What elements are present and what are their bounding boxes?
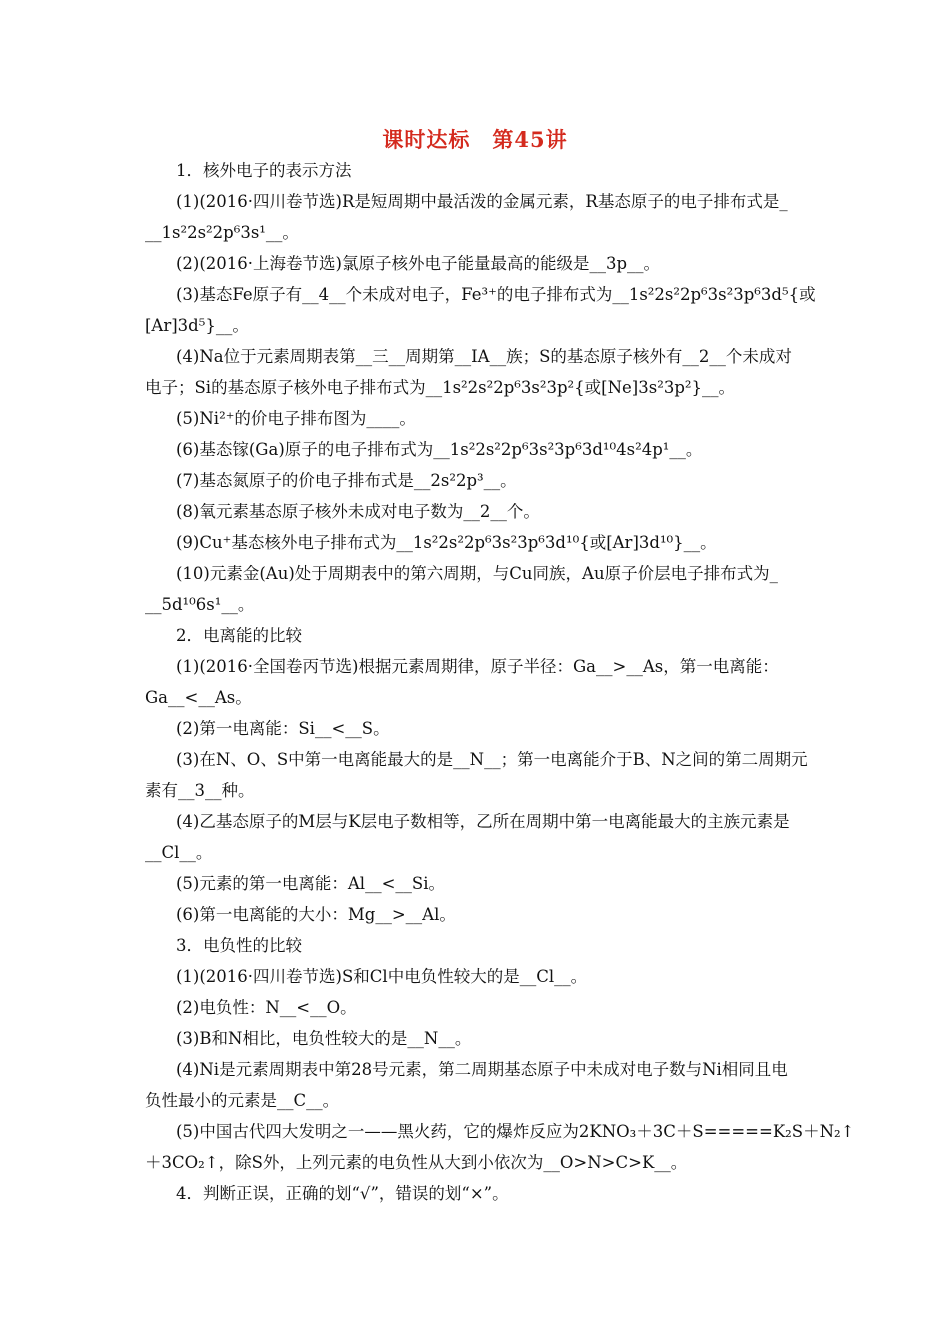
question-line: (4)Ni是元素周期表中第28号元素，第二周期基态原子中未成对电子数与Ni相同且电	[176, 1060, 788, 1079]
page-title: 课时达标 第45讲	[382, 127, 568, 152]
question-line: (1)(2016·全国卷丙节选)根据元素周期律，原子半径：Ga__>__As，第一电离能：	[176, 657, 779, 676]
question-line: [Ar]3d⁵}__。	[145, 316, 249, 335]
question-line: (5)元素的第一电离能：Al__<__Si。	[176, 874, 445, 893]
question-line: (3)B和N相比，电负性较大的是__N__。	[176, 1029, 472, 1048]
question-line: (6)基态镓(Ga)原子的电子排布式为__1s²2s²2p⁶3s²3p⁶3d¹⁰4s²4p¹__。	[176, 440, 703, 459]
question-line: (5)中国古代四大发明之一——黑火药，它的爆炸反应为2KNO₃＋3C＋S=====K₂S＋N₂↑	[176, 1122, 855, 1141]
question-line: (2)电负性：N__<__O。	[176, 998, 357, 1017]
question-line: __Cl__。	[145, 843, 213, 862]
section-heading-4: 4．判断正误，正确的划“√”，错误的划“×”。	[176, 1184, 509, 1203]
question-line: 负性最小的元素是__C__。	[145, 1091, 340, 1110]
question-line: (3)基态Fe原子有__4__个未成对电子，Fe³⁺的电子排布式为__1s²2s²2p⁶3s²3p⁶3d⁵{或	[176, 285, 816, 304]
question-line: (9)Cu⁺基态核外电子排布式为__1s²2s²2p⁶3s²3p⁶3d¹⁰{或[Ar]3d¹⁰}__。	[176, 533, 717, 552]
question-line: (2)(2016·上海卷节选)氯原子核外电子能量最高的能级是__3p__。	[176, 254, 661, 273]
section-heading-3: 3．电负性的比较	[176, 936, 302, 955]
question-line: ＋3CO₂↑，除S外，上列元素的电负性从大到小依次为__O>N>C>K__。	[145, 1153, 688, 1172]
question-line: (10)元素金(Au)处于周期表中的第六周期，与Cu同族，Au原子价层电子排布式为_	[176, 564, 778, 583]
question-line: (4)乙基态原子的M层与K层电子数相等，乙所在周期中第一电离能最大的主族元素是	[176, 812, 790, 831]
question-line: (5)Ni²⁺的价电子排布图为____。	[176, 409, 416, 428]
question-line: (2)第一电离能：Si__<__S。	[176, 719, 390, 738]
question-line: (4)Na位于元素周期表第__三__周期第__ⅠA__族；S的基态原子核外有__2__个未成对	[176, 347, 792, 366]
section-heading-1: 1．核外电子的表示方法	[176, 161, 352, 180]
question-line: __5d¹⁰6s¹__。	[145, 595, 255, 614]
question-line: (8)氧元素基态原子核外未成对电子数为__2__个。	[176, 502, 540, 521]
question-line: (1)(2016·四川卷节选)R是短周期中最活泼的金属元素，R基态原子的电子排布式是_	[176, 192, 788, 211]
question-line: __1s²2s²2p⁶3s¹__。	[145, 223, 299, 242]
question-line: (1)(2016·四川卷节选)S和Cl中电负性较大的是__Cl__。	[176, 967, 588, 986]
question-line: Ga__<__As。	[145, 688, 252, 707]
question-line: 电子；Si的基态原子核外电子排布式为__1s²2s²2p⁶3s²3p²{或[Ne]3s²3p²}__。	[145, 378, 735, 397]
question-line: (3)在N、O、S中第一电离能最大的是__N__；第一电离能介于B、N之间的第二周期元	[176, 750, 808, 769]
question-line: (7)基态氮原子的价电子排布式是__2s²2p³__。	[176, 471, 517, 490]
question-line: 素有__3__种。	[145, 781, 255, 800]
section-heading-2: 2．电离能的比较	[176, 626, 302, 645]
question-line: (6)第一电离能的大小：Mg__>__Al。	[176, 905, 456, 924]
